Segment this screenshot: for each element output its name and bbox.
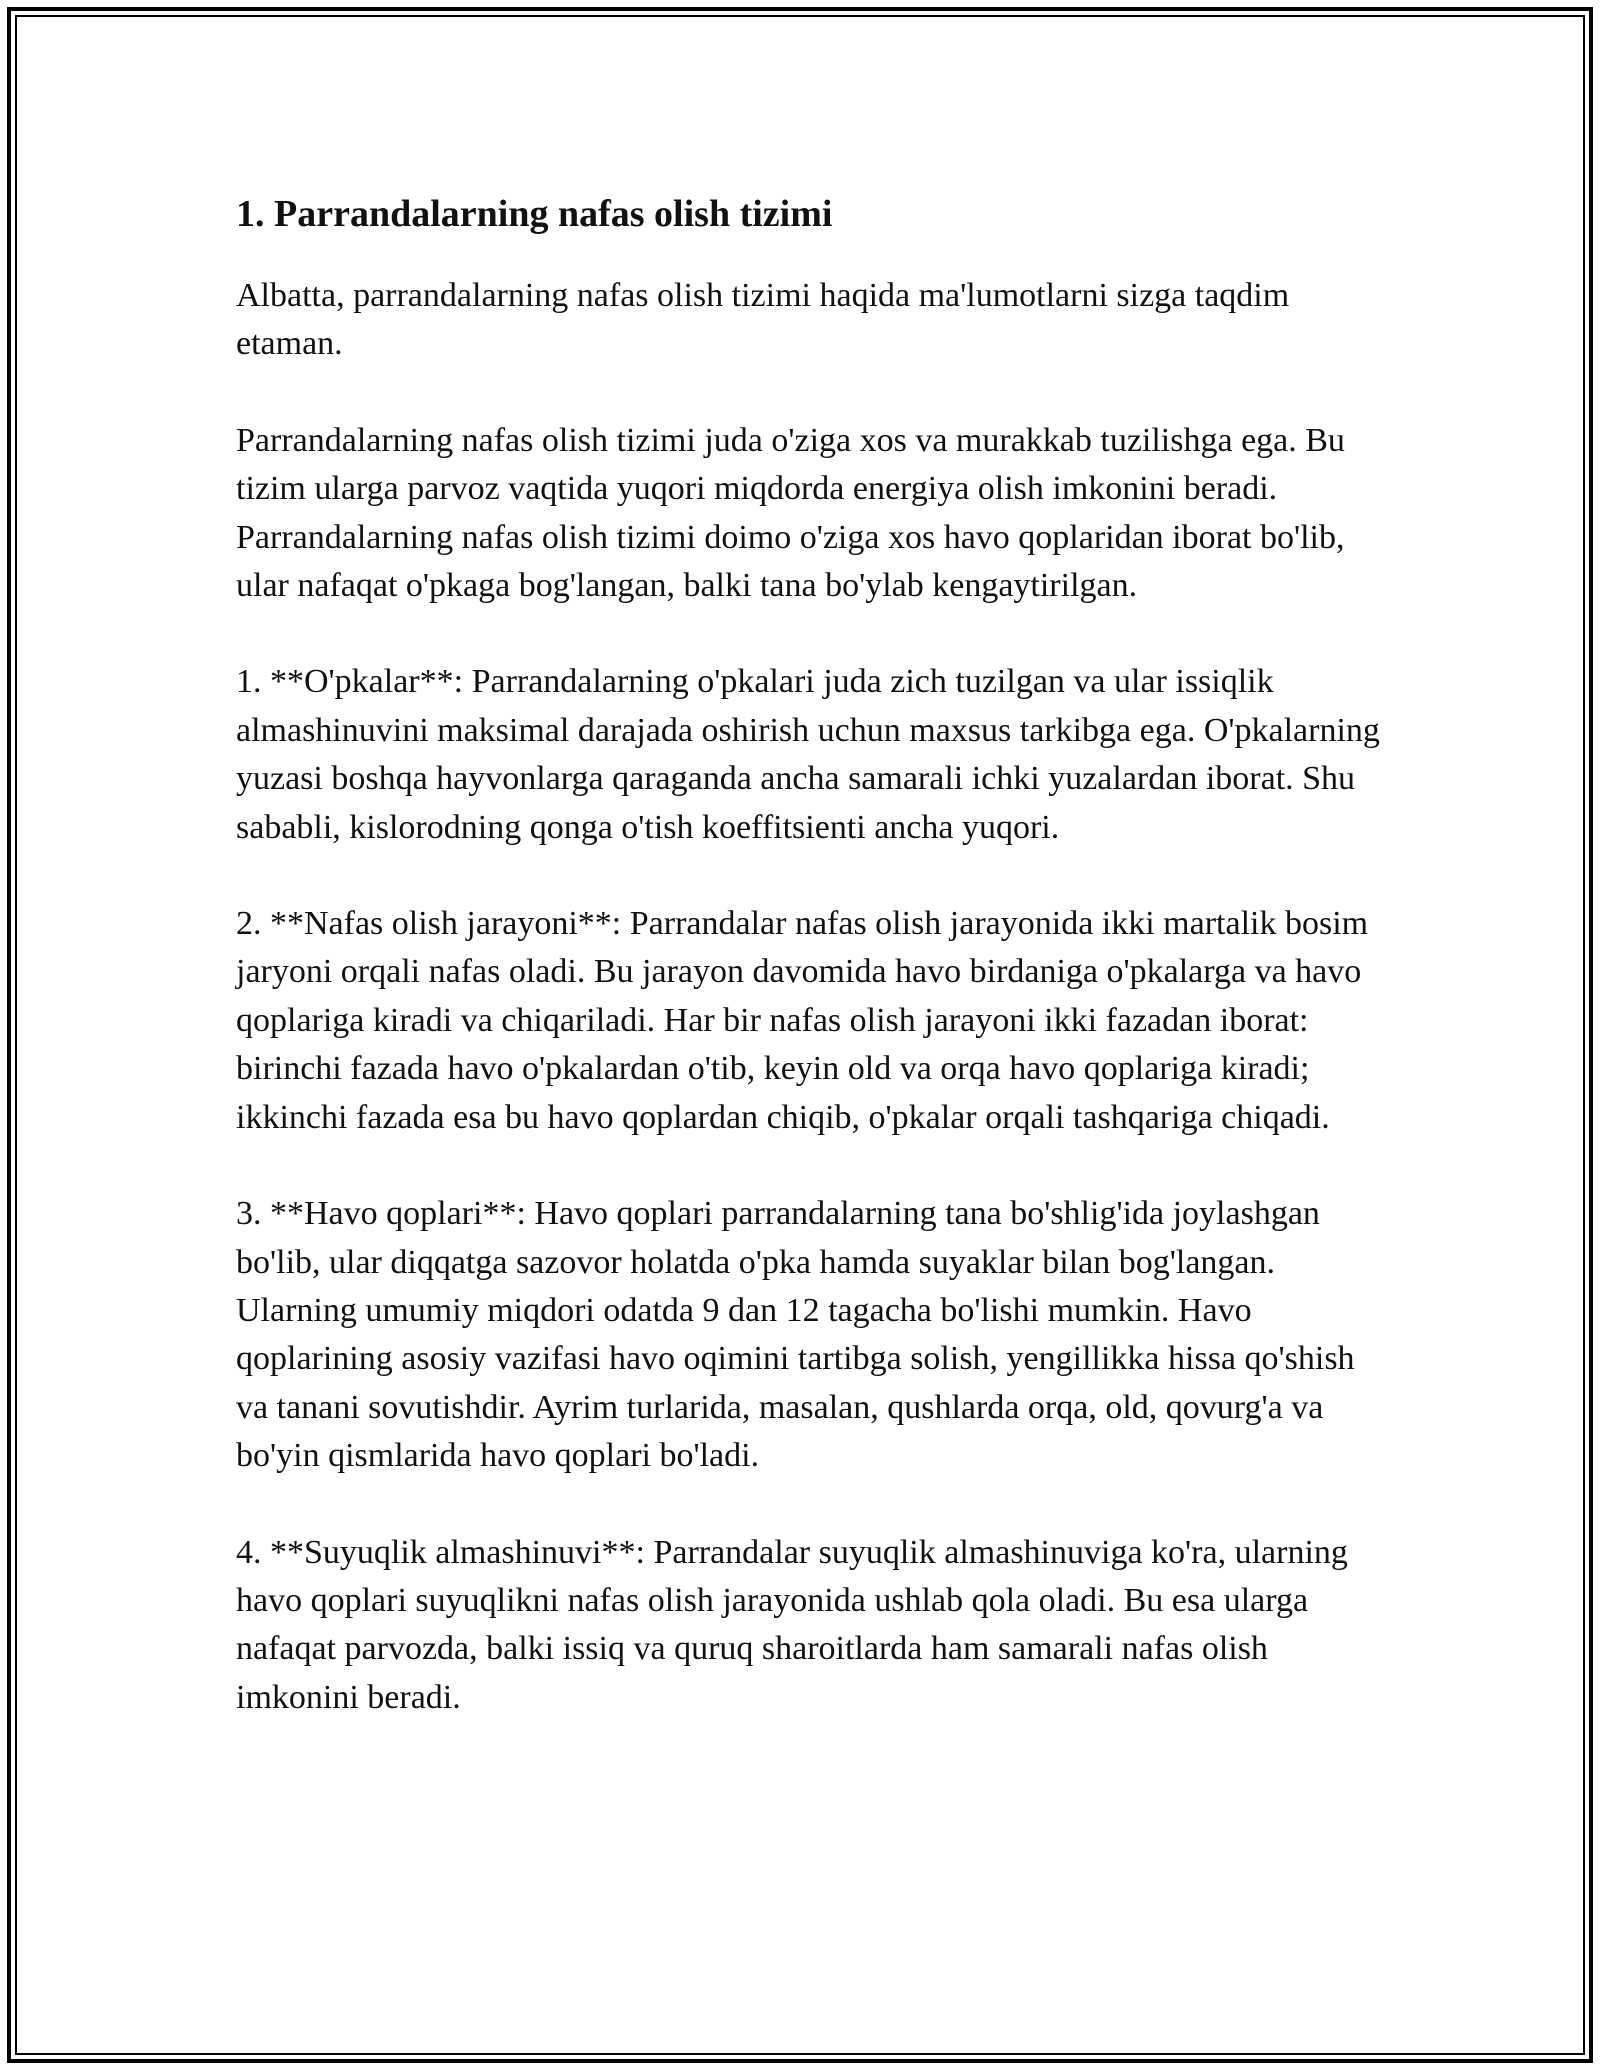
fluid-exchange-paragraph: 4. **Suyuqlik almashinuvi**: Parrandalar suyuqlik almashinuviga ko'ra, ularning havo qoplari suyuqlikni nafas olish jarayonida ushlab qola oladi. Bu esa ularga nafaqat parvozda, balki issiq va quruq sharoitlarda ham samarali nafas olish imkonini beradi.: [236, 1533, 1348, 1716]
lungs-paragraph: 1. **O'pkalar**: Parrandalarning o'pkalari juda zich tuzilgan va ular issiqlik almashinuvini maksimal darajada oshirish uchun maxsus tarkibga ega. O'pkalarning yuzasi boshqa hayvonlarga qaraganda ancha samarali ichki yuzalardan iborat. Shu sababli, kislorodning qonga o'tish koeffitsienti ancha yuqori.: [236, 663, 1380, 846]
breathing-process-paragraph: 2. **Nafas olish jarayoni**: Parrandalar nafas olish jarayonida ikki martalik bosim jaryoni orqali nafas oladi. Bu jarayon davomida havo birdaniga o'pkalarga va havo qoplariga kiradi va chiqariladi. Har bir nafas olish jarayoni ikki fazadan iborat: birinchi fazada havo o'pkalardan o'tib, keyin old va orqa havo qoplariga kiradi; ikkinchi fazada esa bu havo qoplardan chiqib, o'pkalar orqali tashqariga chiqadi.: [236, 905, 1369, 1136]
document-heading: 1. Parrandalarning nafas olish tizimi: [236, 193, 833, 235]
overview-paragraph: Parrandalarning nafas olish tizimi juda o'ziga xos va murakkab tuzilishga ega. Bu tizim ularga parvoz vaqtida yuqori miqdorda energiya olish imkonini beradi. Parrandalarning nafas olish tizimi doimo o'ziga xos havo qoplaridan iborat bo'lib, ular nafaqat o'pkaga bog'langan, balki tana bo'ylab kengaytirilgan.: [236, 421, 1345, 605]
intro-paragraph: Albatta, parrandalarning nafas olish tizimi haqida ma'lumotlarni sizga taqdim etaman.: [236, 277, 1290, 363]
document-body: [236, 182, 1381, 1722]
air-sacs-paragraph: 3. **Havo qoplari**: Havo qoplari parrandalarning tana bo'shlig'ida joylashgan bo'lib, ular diqqatga sazovor holatda o'pka hamda suyaklar bilan bog'langan. Ularning umumiy miqdori odatda 9 dan 12 tagacha bo'lishi mumkin. Havo qoplarining asosiy vazifasi havo oqimini tartibga solish, yengillikka hissa qo'shish va tanani sovutishdir. Ayrim turlarida, masalan, qushlarda orqa, old, qovurg'a va bo'yin qismlarida havo qoplari bo'ladi.: [236, 1195, 1355, 1475]
